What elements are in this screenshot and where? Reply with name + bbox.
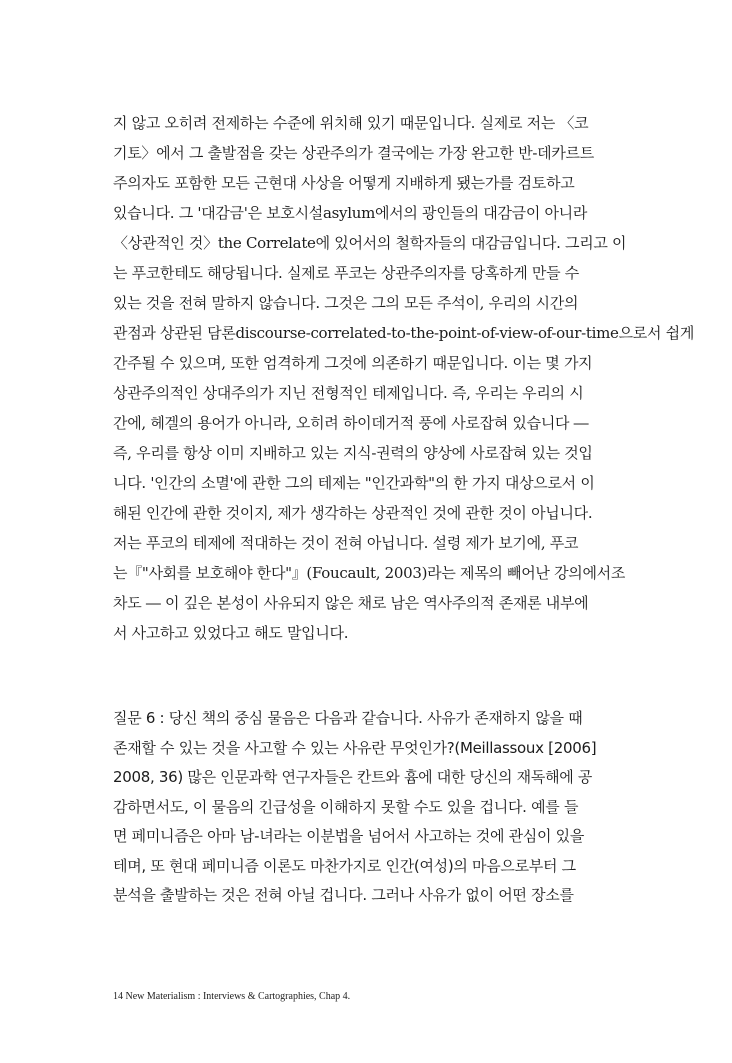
body-paragraph-1 — [113, 108, 695, 648]
text-line: 분석을 출발하는 것은 전혀 아닐 겁니다. 그러나 사유가 없이 어떤 장소를 — [113, 886, 574, 904]
text-line: 주의자도 포함한 모든 근현대 사상을 어떻게 지배하게 됐는가를 검토하고 — [113, 174, 575, 192]
text-line: 기토〉에서 그 출발점을 갖는 상관주의가 결국에는 가장 완고한 반-데카르트 — [113, 144, 594, 162]
text-line: 존재할 수 있는 것을 사고할 수 있는 사유란 무엇인가?(Meillassoux [2006] — [113, 738, 597, 757]
text-line: 는 푸코한테도 해당됩니다. 실제로 푸코는 상관주의자를 당혹하게 만들 수 — [113, 264, 579, 282]
text-line: 지 않고 오히려 전제하는 수준에 위치해 있기 때문입니다. 실제로 저는 〈코 — [113, 114, 589, 132]
text-line: 저는 푸코의 테제에 적대하는 것이 전혀 아닙니다. 설령 제가 보기에, 푸코 — [113, 534, 579, 552]
text-line: 니다. '인간의 소멸'에 관한 그의 테제는 "인간과학"의 한 가지 대상으로서 이 — [113, 474, 595, 492]
text-line: 테며, 또 현대 페미니즘 이론도 마찬가지로 인간(여성)의 마음으로부터 그 — [113, 856, 576, 875]
text-line: 있는 것을 전혀 말하지 않습니다. 그것은 그의 모든 주석이, 우리의 시간의 — [113, 294, 579, 312]
text-line: 〈상관적인 것〉the Correlate에 있어서의 철학자들의 대감금입니다. 그리고 이 — [113, 234, 627, 252]
text-line: 해된 인간에 관한 것이지, 제가 생각하는 상관적인 것에 관한 것이 아닙니다. — [113, 504, 593, 522]
text-line: 관점과 상관된 담론discourse-correlated-to-the-point-of-view-of-our-time으로서 쉽게 — [113, 324, 695, 342]
text-line: 즉, 우리를 항상 이미 지배하고 있는 지식-권력의 양상에 사로잡혀 있는 것입 — [113, 444, 593, 462]
text-line: 간주될 수 있으며, 또한 엄격하게 그것에 의존하기 때문입니다. 이는 몇 가지 — [113, 354, 593, 372]
text-line: 면 페미니즘은 아마 남-녀라는 이분법을 넘어서 사고하는 것에 관심이 있을 — [113, 827, 585, 845]
text-line: 감하면서도, 이 물음의 긴급성을 이해하지 못할 수도 있을 겁니다. 예를 들 — [113, 797, 579, 816]
text-line: 서 사고하고 있었다고 해도 말입니다. — [113, 624, 349, 642]
text-line: 상관주의적인 상대주의가 지닌 전형적인 테제입니다. 즉, 우리는 우리의 시 — [113, 384, 584, 402]
text-line: 는『"사회를 보호해야 한다"』(Foucault, 2003)라는 제목의 빼어난 강의에서조 — [113, 564, 626, 582]
text-line: 2008, 36) 많은 인문과학 연구자들은 칸트와 흄에 대한 당신의 재독해에 공 — [113, 768, 593, 786]
text-line: 간에, 헤겔의 용어가 아니라, 오히려 하이데거적 풍에 사로잡혀 있습니다 ― — [113, 414, 589, 432]
text-line: 질문 6 : 당신 책의 중심 물음은 다음과 같습니다. 사유가 존재하지 않을 때 — [113, 709, 583, 727]
text-line: 차도 ― 이 깊은 본성이 사유되지 않은 채로 남은 역사주의적 존재론 내부에 — [113, 594, 589, 612]
body-paragraph-2 — [113, 704, 633, 911]
page-footer: 14 New Materialism : Interviews & Cartographies, Chap 4. — [113, 991, 351, 1002]
text-line: 있습니다. 그 '대감금'은 보호시설asylum에서의 광인들의 대감금이 아니라 — [113, 204, 588, 222]
